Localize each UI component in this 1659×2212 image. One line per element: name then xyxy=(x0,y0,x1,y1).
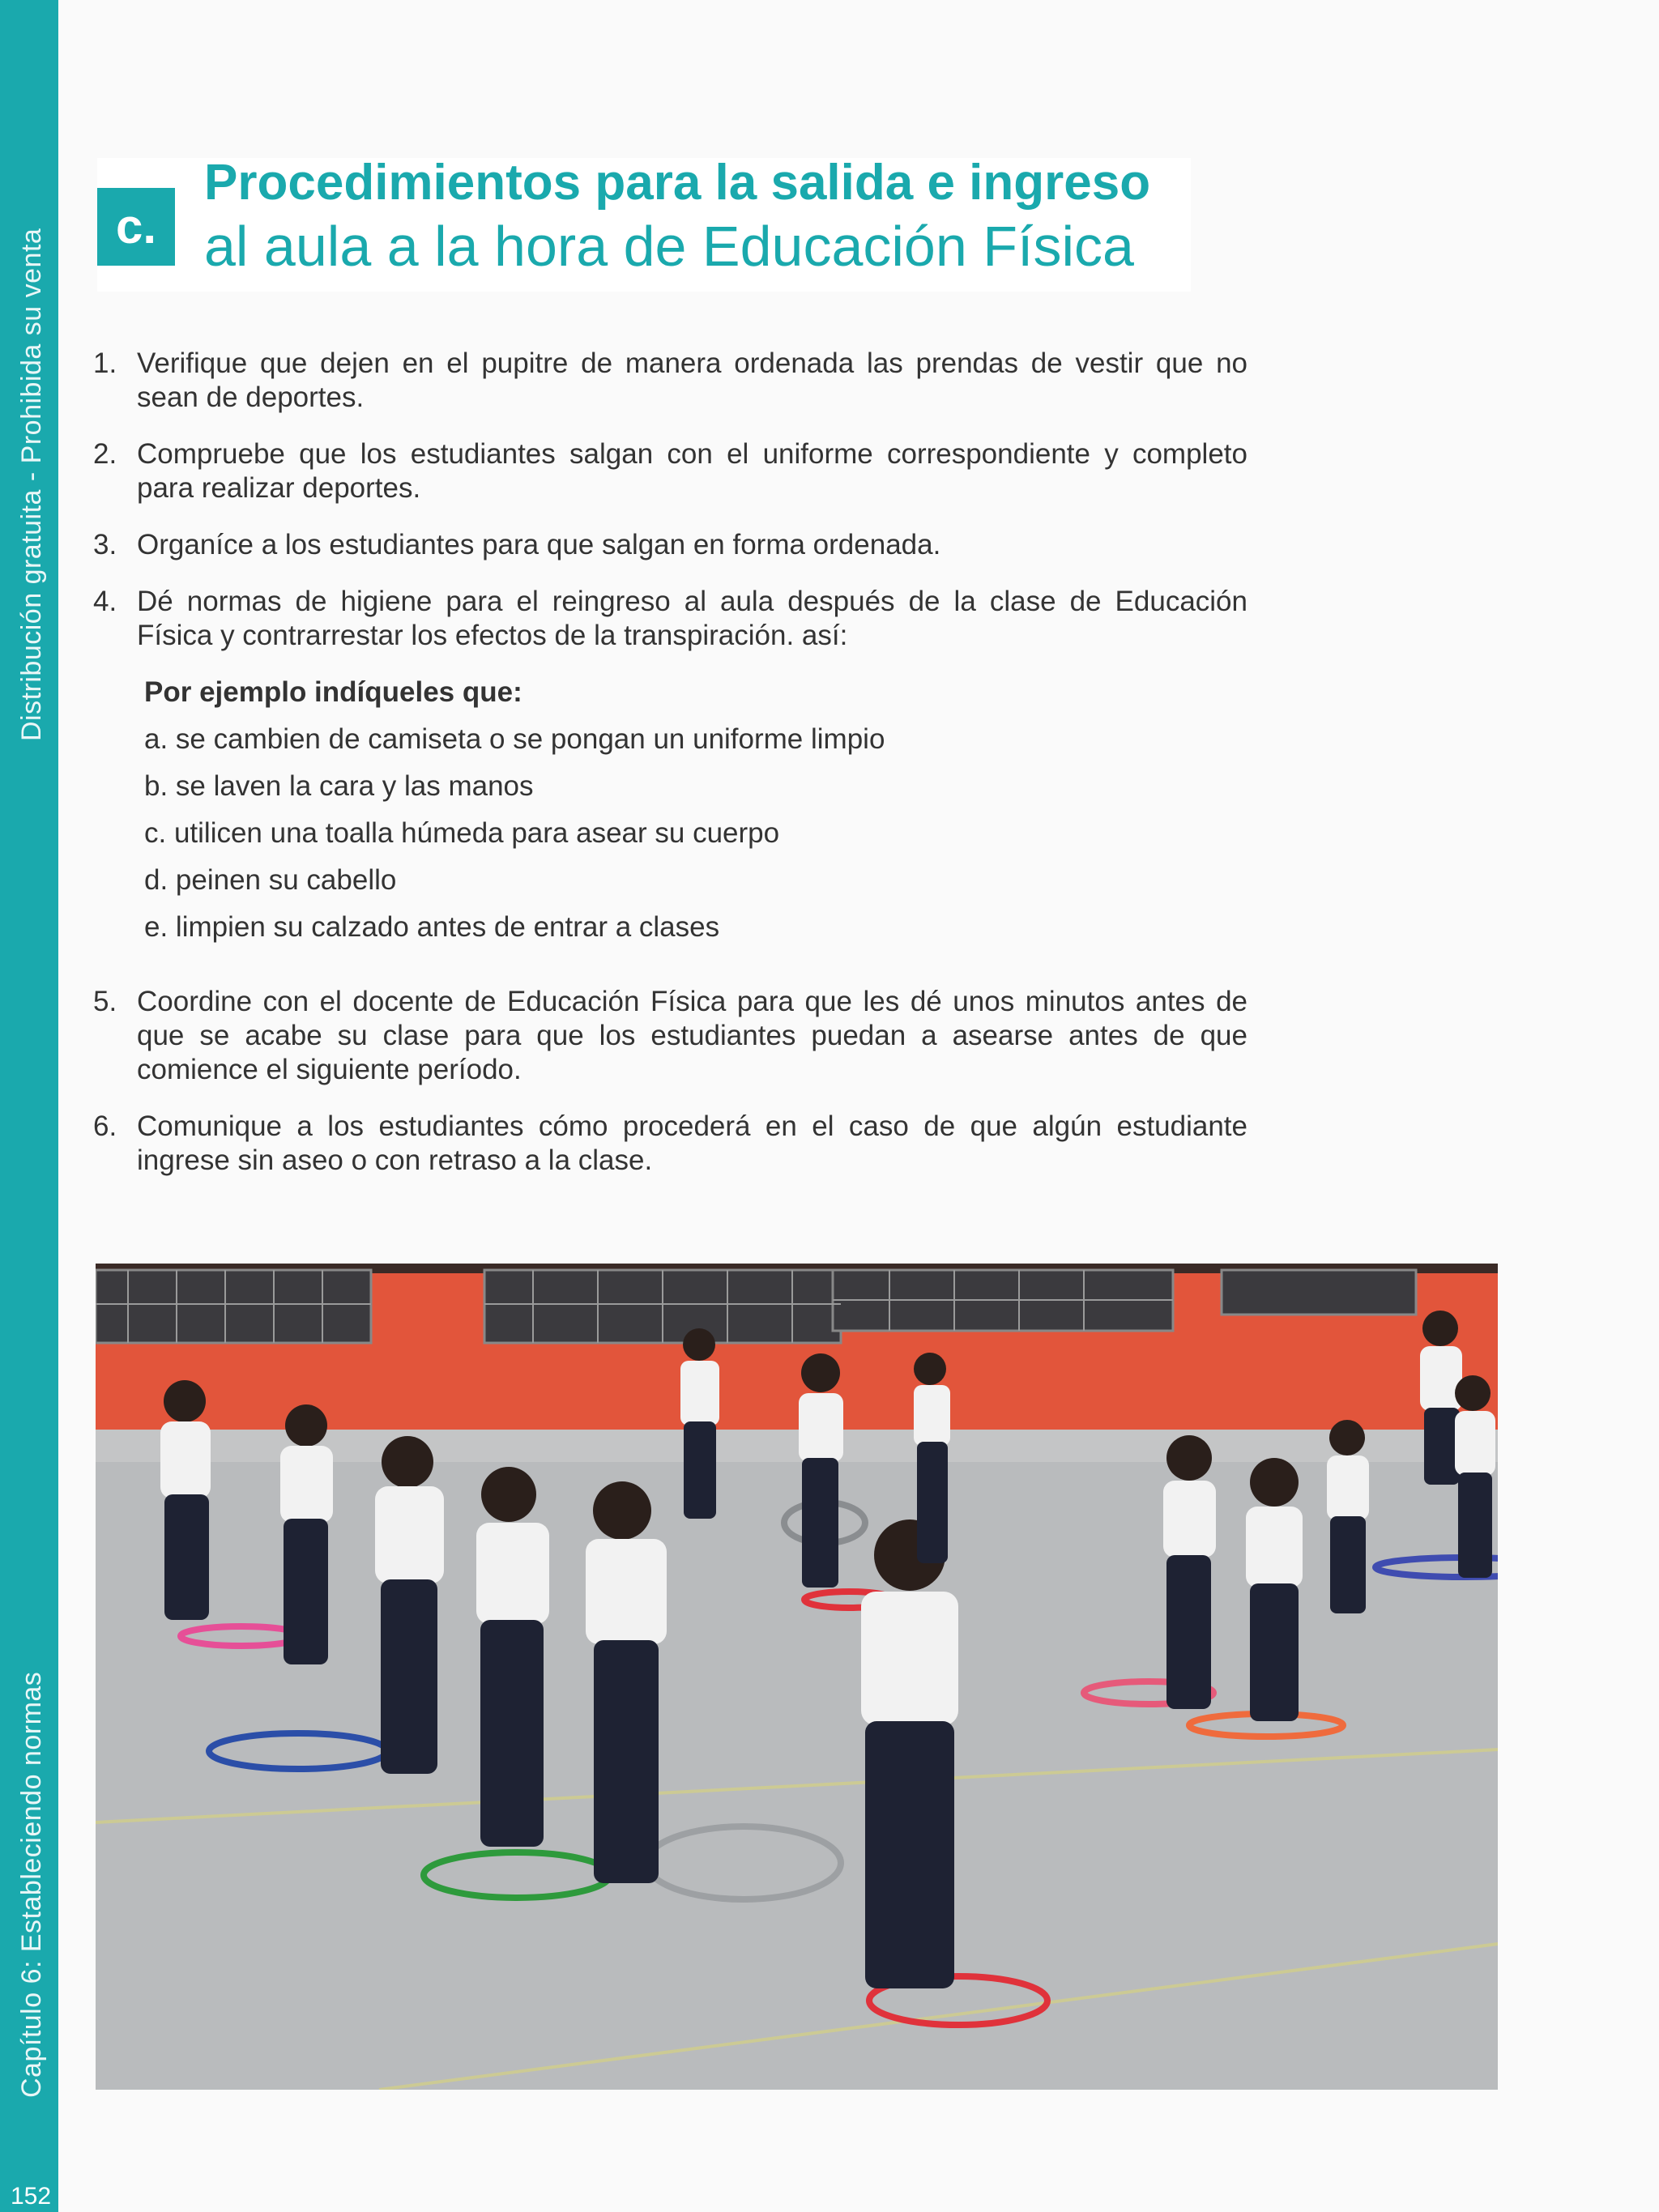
distribution-notice: Distribución gratuita - Prohibida su venta xyxy=(16,228,47,741)
item-number: 3. xyxy=(93,529,117,560)
item-text: Organíce a los estudiantes para que salgan en forma ordenada. xyxy=(137,529,941,560)
students-hula-hoop-photo xyxy=(96,1264,1498,2090)
item-text: Compruebe que los estudiantes salgan con el uniforme correspondiente y completo para realizar deportes. xyxy=(137,438,1247,504)
section-title-line2: al aula a la hora de Educación Física xyxy=(204,215,1134,278)
procedure-list xyxy=(93,347,1247,1200)
list-item xyxy=(93,985,1247,1087)
item-text: Verifique que dejen en el pupitre de manera ordenada las prendas de vestir que no sean de deportes. xyxy=(137,347,1247,413)
example-item: e. limpien su calzado antes de entrar a clases xyxy=(144,911,720,943)
item-number: 2. xyxy=(93,438,117,470)
item-text: Coordine con el docente de Educación Física para que les dé unos minutos antes de que se acabe su clase para que los estudiantes puedan a asearse antes de que comience el siguiente período. xyxy=(137,986,1247,1085)
item-number: 1. xyxy=(93,347,117,379)
item-text: Comunique a los estudiantes cómo procederá en el caso de que algún estudiante ingrese sin aseo o con retraso a la clase. xyxy=(137,1110,1247,1176)
list-item xyxy=(93,585,1247,653)
list-item xyxy=(93,1110,1247,1178)
list-item xyxy=(93,347,1247,415)
chapter-label: Capítulo 6: Estableciendo normas xyxy=(16,1671,47,2098)
item-text: Dé normas de higiene para el reingreso al aula después de la clase de Educación Física y contrarrestar los efectos de la transpiración. así: xyxy=(137,586,1247,651)
example-block xyxy=(144,676,1247,944)
example-item: b. se laven la cara y las manos xyxy=(144,770,534,802)
example-title: Por ejemplo indíqueles que: xyxy=(144,676,522,708)
section-letter: c. xyxy=(97,188,175,266)
list-item xyxy=(93,437,1247,505)
section-title-line1: Procedimientos para la salida e ingreso xyxy=(204,155,1151,211)
item-number: 4. xyxy=(93,586,117,617)
example-item: d. peinen su cabello xyxy=(144,864,397,896)
example-item: a. se cambien de camiseta o se pongan un uniforme limpio xyxy=(144,723,885,755)
page-number: 152 xyxy=(10,2183,52,2210)
item-number: 5. xyxy=(93,986,117,1017)
item-number: 6. xyxy=(93,1110,117,1142)
example-item: c. utilicen una toalla húmeda para asear su cuerpo xyxy=(144,817,780,849)
list-item xyxy=(93,528,1247,562)
